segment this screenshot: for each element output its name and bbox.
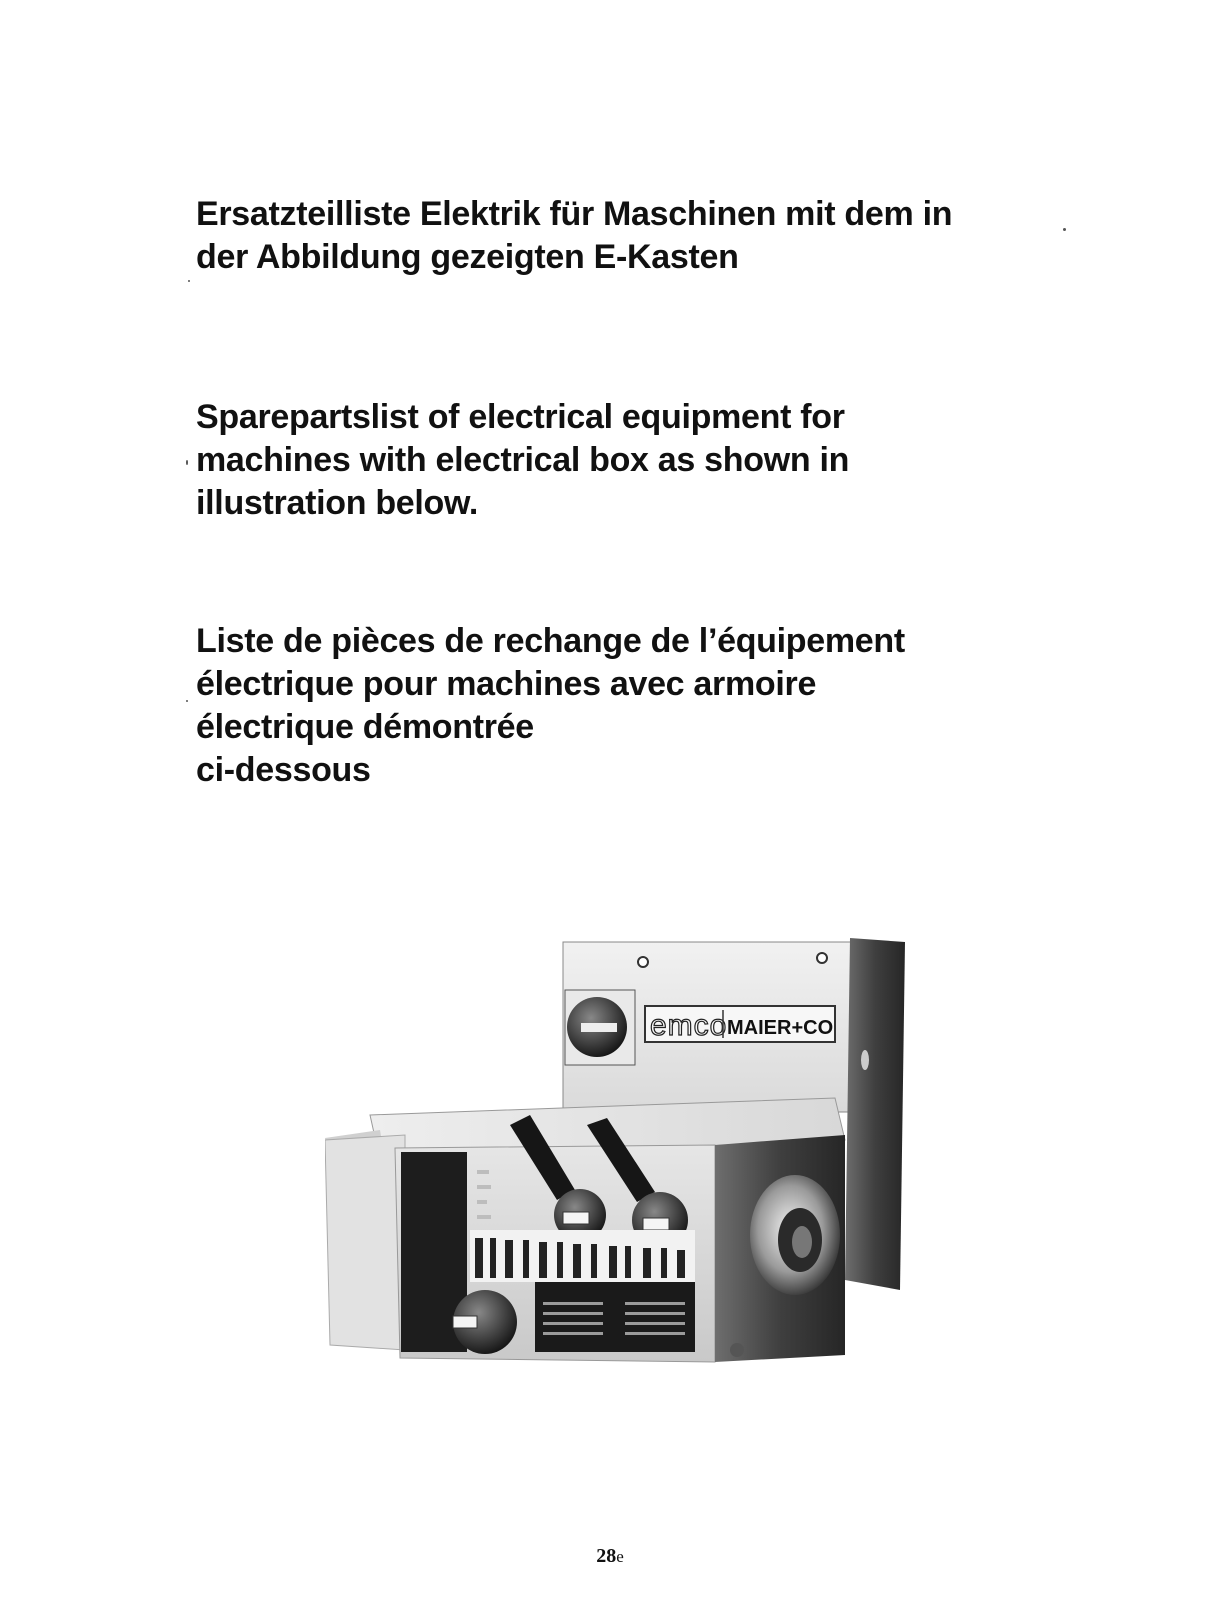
heading-line: Ersatzteilliste Elektrik für Maschinen mit dem in (196, 195, 953, 233)
heading-german (196, 193, 1076, 279)
heading-french (196, 620, 1076, 792)
heading-english (196, 396, 1076, 525)
main-switch-icon (565, 990, 635, 1065)
scan-speck (186, 700, 188, 702)
heading-line: Liste de pièces de rechange de l’équipement (196, 622, 905, 660)
heading-line: ci-dessous (196, 751, 371, 789)
electrical-box-photo (325, 930, 925, 1380)
brand-logo: emco (650, 1009, 728, 1042)
heading-line: der Abbildung gezeigten E-Kasten (196, 238, 739, 276)
heading-line: machines with electrical box as shown in (196, 441, 850, 479)
scan-speck (1063, 228, 1066, 231)
side-sheet (325, 1135, 405, 1350)
page-number (560, 1545, 660, 1568)
page-number-value: 28 (596, 1545, 617, 1567)
heading-line: illustration below. (196, 484, 479, 522)
brand-plate (645, 1006, 835, 1042)
screw-icon (638, 957, 648, 967)
heading-line: électrique démontrée (196, 708, 534, 746)
page-number-suffix: e (616, 1547, 624, 1566)
scan-speck (188, 280, 190, 282)
selector-knob-icon (453, 1290, 517, 1354)
scan-speck (186, 460, 188, 465)
screw-icon (817, 953, 827, 963)
heading-line: Sparepartslist of electrical equipment for (196, 398, 845, 436)
brand-name: MAIER+CO (727, 1017, 834, 1039)
heading-line: électrique pour machines avec armoire (196, 665, 817, 703)
